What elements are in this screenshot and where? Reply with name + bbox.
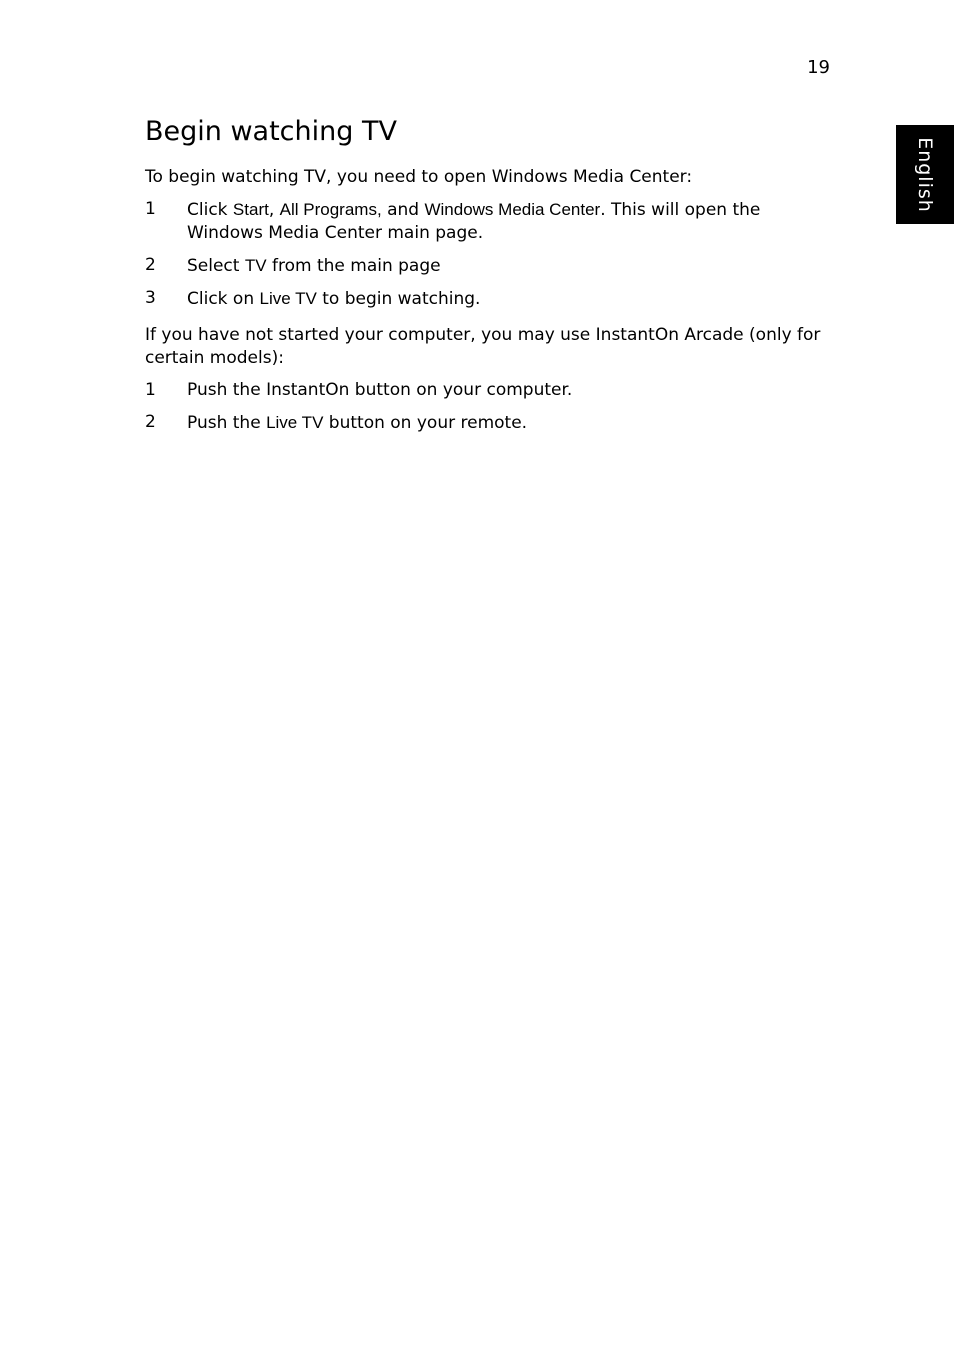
step-text: Select TV from the main page (187, 256, 441, 276)
ui-term-live-tv: Live TV (259, 289, 317, 308)
step-number: 2 (145, 255, 156, 275)
step-number: 2 (145, 412, 156, 432)
list-item (145, 254, 835, 278)
steps-list (145, 198, 835, 311)
step-text: Click on Live TV to begin watching. (187, 289, 481, 309)
ui-term-windows-media-center: Windows Media Center (424, 200, 601, 219)
alt-intro-paragraph: If you have not started your computer, you may use InstantOn Arcade (only for certain models): (145, 325, 821, 368)
list-item (145, 411, 835, 435)
ui-term-live-tv: Live TV (266, 413, 324, 432)
alt-steps-list (145, 379, 835, 435)
step-number: 1 (145, 199, 156, 219)
ui-term-all-programs: All Programs, (279, 200, 382, 219)
step-number: 1 (145, 380, 156, 400)
ui-term-tv: TV (244, 256, 267, 275)
step-text: Push the Live TV button on your remote. (187, 413, 528, 433)
language-tab-label: English (914, 136, 936, 213)
language-tab (896, 125, 954, 224)
section-title: Begin watching TV (145, 116, 397, 147)
main-content (145, 112, 835, 448)
list-item (145, 379, 835, 402)
ui-term-start: Start (232, 200, 269, 219)
step-text: Click Start, All Programs, and Windows Media Center. This will open the Windows Media Center main page. (187, 200, 761, 243)
step-number: 3 (145, 288, 156, 308)
intro-paragraph: To begin watching TV, you need to open Windows Media Center: (145, 167, 693, 187)
list-item (145, 198, 835, 245)
page-number: 19 (807, 57, 830, 78)
list-item (145, 287, 835, 311)
step-text: Push the InstantOn button on your computer. (187, 380, 573, 400)
